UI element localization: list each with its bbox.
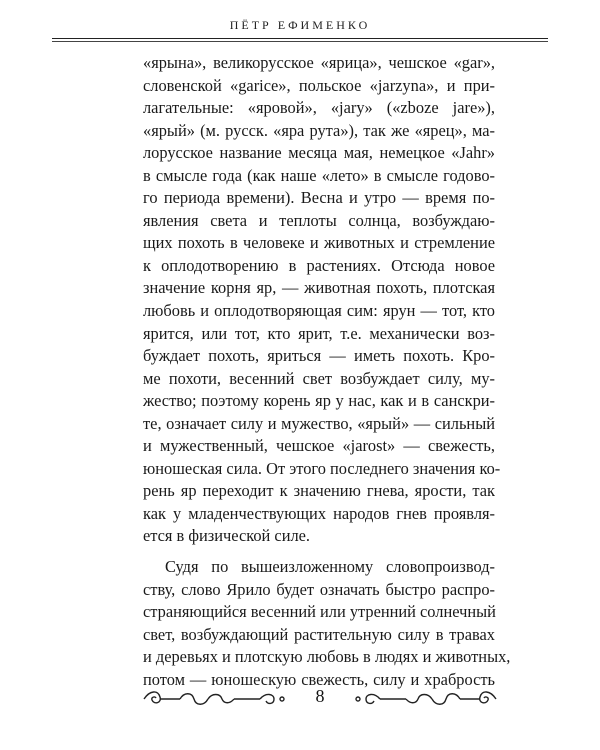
- text-line: го периода времени). Весна и утро — время по-: [143, 188, 495, 208]
- text-line: юношеская сила. От этого последнего значения ко-: [143, 458, 501, 478]
- text-line: «ярый» (м. русск. «яра рута»), так же «ярец», ма-: [143, 120, 495, 140]
- text-line: явления света и теплоты солнца, возбуждаю-: [143, 210, 495, 230]
- text-line: лорусское название месяца мая, немецкое «Jahr»: [143, 143, 495, 163]
- flourish-right-icon: [350, 688, 500, 710]
- text-line: как у младенчествующих народов гнев проявля-: [143, 503, 495, 523]
- text-line: лагательные: «яровой», «jary» («zboze jare»),: [143, 98, 495, 118]
- paragraph-gap: [143, 548, 495, 556]
- text-line: в смысле года (как наше «лето» в смысле годово-: [143, 165, 495, 185]
- text-line: словенской «garice», польское «jarzyna», и при-: [143, 75, 495, 95]
- text-line: страняющийся весенний или утренний солнечный: [143, 602, 496, 622]
- page-number: 8: [315, 686, 325, 706]
- text-line: ству, слово Ярило будет означать быстро распро-: [143, 579, 495, 599]
- text-line: ется в физической силе.: [143, 526, 311, 546]
- running-header-author: ПЁТР ЕФИМЕНКО: [229, 18, 371, 32]
- text-line: Судя по вышеизложенному словопроизвод-: [165, 557, 495, 577]
- body-text: [143, 52, 511, 691]
- text-line: ярится, или тот, кто ярит, т.е. механически воз-: [143, 323, 495, 343]
- text-line: потом — юношескую свежесть, силу и храбрость: [143, 669, 495, 689]
- text-line: свет, возбуждающий растительную силу в травах: [143, 624, 495, 644]
- text-line: ме похоти, весенний свет возбуждает силу, му-: [143, 368, 495, 388]
- header-rule-thin: [52, 41, 548, 42]
- text-line: и деревьях и плотскую любовь в людях и животных,: [143, 647, 511, 667]
- text-line: к оплодотворению в растениях. Отсюда новое: [143, 255, 495, 275]
- header-rule: [52, 38, 548, 39]
- text-line: буждает похоть, яриться — иметь похоть. Кро-: [143, 346, 495, 366]
- text-line: те, означает силу и мужество, «ярый» — сильный: [143, 413, 495, 433]
- text-line: любовь и оплодотворяющая сим: ярун — тот, кто: [143, 301, 495, 321]
- text-line: значение корня яр, — животная похоть, плотская: [143, 278, 495, 298]
- page-footer: [140, 686, 500, 716]
- text-line: щих похоть в человеке и животных и стремление: [143, 233, 495, 253]
- text-line: «ярына», великорусское «ярица», чешское «gar»,: [143, 53, 495, 72]
- text-line: и мужественный, чешское «jarost» — свежесть,: [143, 436, 495, 456]
- text-line: жество; поэтому корень яр у нас, как и в санскри-: [143, 391, 495, 411]
- text-line: рень яр переходит к значению гнева, ярости, так: [143, 481, 495, 501]
